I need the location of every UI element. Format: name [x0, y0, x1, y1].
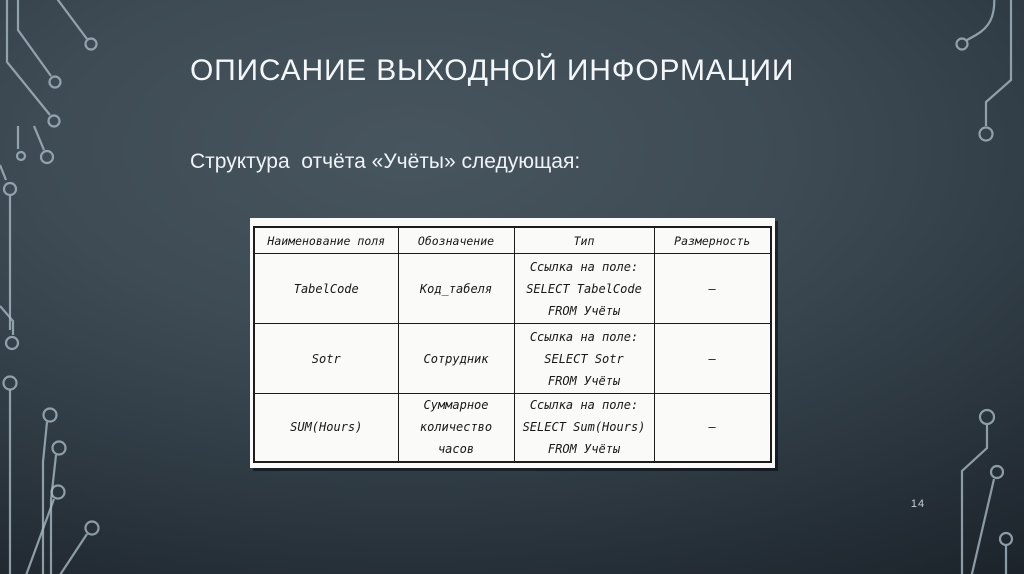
circuit-decoration-top-left: [0, 0, 97, 330]
cell-field-name: Sotr: [254, 324, 398, 394]
cell-field-name: TabelCode: [254, 254, 398, 324]
circuit-decoration-bottom-right: [962, 410, 1012, 574]
report-structure-table-image: [250, 218, 775, 468]
cell-designation: Суммарное количество часов: [398, 394, 514, 462]
column-header-designation: Обозначение: [398, 227, 514, 254]
cell-dimension: –: [654, 254, 771, 324]
table-row: [254, 254, 771, 324]
cell-field-name: SUM(Hours): [254, 394, 398, 462]
column-header-type: Тип: [514, 227, 654, 254]
report-structure-table: [253, 226, 772, 463]
column-header-dimension: Размерность: [654, 227, 771, 254]
page-number: 14: [910, 498, 926, 510]
table-row: [254, 394, 771, 462]
circuit-decoration-top-right: [957, 0, 1012, 141]
cell-designation: Код_табеля: [398, 254, 514, 324]
cell-dimension: –: [654, 394, 771, 462]
cell-type: Ссылка на поле: SELECT TabelCode FROM Учёты: [514, 254, 654, 324]
cell-designation: Сотрудник: [398, 324, 514, 394]
cell-type: Ссылка на поле: SELECT Sum(Hours) FROM Учёты: [514, 394, 654, 462]
table-row: [254, 324, 771, 394]
cell-type: Ссылка на поле: SELECT Sotr FROM Учёты: [514, 324, 654, 394]
circuit-decoration-bottom-left: [0, 306, 99, 574]
table-header-row: [254, 227, 771, 254]
column-header-field-name: Наименование поля: [254, 227, 398, 254]
slide-title: ОПИСАНИЕ ВЫХОДНОЙ ИНФОРМАЦИИ: [190, 54, 795, 87]
slide-subtitle: Структура отчёта «Учёты» следующая:: [190, 150, 581, 173]
cell-dimension: –: [654, 324, 771, 394]
